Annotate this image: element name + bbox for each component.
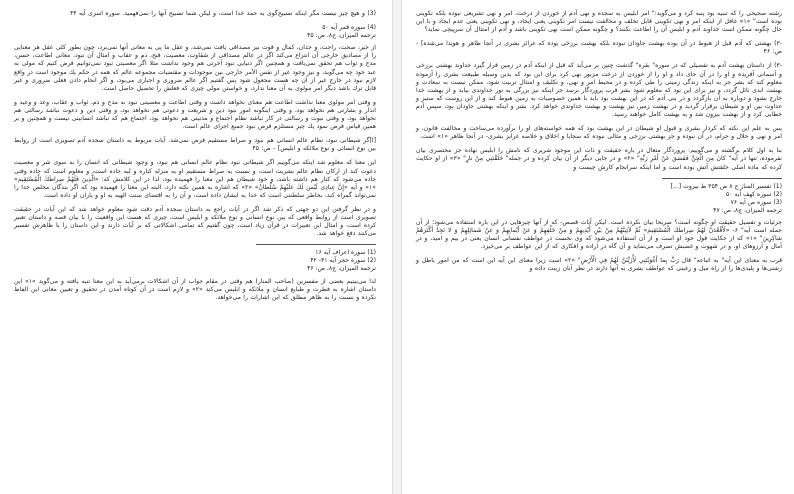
footnote: (2) سوره حجر آيه ۴۱- ۴۲ <box>310 257 376 265</box>
right-page <box>402 0 794 494</box>
footnote: (1) سوره اعراف آيه ۱۶ <box>315 249 376 257</box>
body-paragraph: جزئيات و تفصيل حقيقت او چگونه است؟ صريحا بيان نكرده است. ليكن آيات قصص- كه از آنها چيزهايى در اين باره استفاده مى‌شود؛ از آن جمله است آيه" ۶- «لَأَقْعُدَنَّ لَهُمْ صِراطَكَ الْمُسْتَقِيمَ» ثُمَّ لَآتِيَنَّهُمْ مِنْ بَيْنِ أَيْدِيهِمْ وَ مِنْ خَلْفِهِمْ وَ عَنْ أَيْمانِهِمْ وَ عَنْ شَمائِلِهِمْ وَ لا تَجِدُ أَكْثَرَهُمْ شاكِرِينَ" «۱» كه از حكايت قول خود او است و از آن استفاده مى‌شود كه وى نخست در عواطف نفسانى انسان يعنى در بيم و اميد، و در آمال و آرزوهاى او، و در شهوت و غضبش تصرف مى‌نمايد و آن گاه در اراده و افكارى كه از اين عواطف بر مى‌خيزد. <box>416 218 782 251</box>
footnote-3: (3) و هيچ چيز نيست مگر اينكه تسبيح‌گوى به حمد خدا است، و ليكن شما تسبيح آنها را نمى‌فهميد. سوره اسرى آيه ۴۴ <box>69 10 376 17</box>
body-paragraph: و وقتى امر مولوى معنا نداشت اطاعت هم معناى نخواهد داشت و وقتى اطاعت و معصيتى نبود نه مدح و ذم، ثواب و عقاب، وعد و وعيد و انذار و بشارتى هم نخواهد بود، و وقتى اينگونه امور نبود دين و شريعت و دعوتى هم نخواهد بود، و وقتى دين و دعوت نباشد رسالتى هم نخواهد بود، و وقتى نبوت و رسالتى در كار نباشد نظام اجتماع و مدنيتى هم نخواهد بود، اجتماع هم كه نباشد انسانيتى نيست و همچنين و بر همين قياس فرض نمود يك چيز مستلزم فرض نبود جميع اجزاى عالم است. <box>14 98 376 131</box>
footnote: (2) سوره كهف آيه ۵۰ <box>725 190 782 198</box>
footnote-divider <box>662 178 782 179</box>
body-paragraph: پس به علم اين نكته كه كردار بشرى و قبول او شيطان در اين بهشت بود كه همه خواسته‌هاى او را برآورده مى‌ساخت و مخالفت قانون، و امر و نهى و حلال و حرام، در آن نبوده و جز بهشتى برزخى و مثالى نبوده كه سجايا و اخلاق و خلاصه غرايز بشرى- در آنجا ظاهر «۱» است. <box>416 125 782 141</box>
body-paragraph: بنا به اول كلام برگشته و مى‌گوييم: پروردگار متعال در باره حقيقت و ذات اين موجود شريرى كه نامش را ابليس نهاده جز مختصرى بيان نفرموده، تنها در آيه" كانَ مِنَ الْجِنِّ فَفَسَقَ عَنْ أَمْرِ رَبِّهِ" «۲» و در جايى ديگر از آن بيان كرده و در جمله" خَلَقْتَنِي مِنْ نارٍ" «۳» از او حكايت كرده كه ماده اصلى خلقتش آتش بوده است و اما اينكه سرانجام كارش چيست و <box>416 147 782 171</box>
body-paragraph: از خير، صحت، راحت، و جدان، كمال و قوت نيز مصداقى يافت نمى‌شد، و عقل ما پى به معانى آنها نمى‌برد، چون بطور كلى عقل هر معنايى را از مصاديق خارجى آن انتزاع مى‌كند اگر در عالم مصداقى از شقاوت، معصيت، قبح، ذم و عقاب و امثال آن نبود، معانى اطاعت، حسن، مدح و ثواب هم تحقق نمى‌يافت و همچنين اگر دنيايى نبود آخرتى هم وجود نداشت مثلا اگر معصيتى نبود نمى‌توانيم فرض كنيم كه مولى به عبد خود چه مى‌گويد، و نيز وجود غير از نفس الأمر خارجى بين موجودات و مقتضيات مجموعه عالم كه همه در حكم يك موجود است در واقع لازم نبود در خارج غير از آن چه هست مجعول شود پس گفتيم اگر عالم ضرورى و اجبارى مى‌بود، و اگر انجام دادن فعلى ضرورى و غير قابل ترك باشد ديگر امر مولوى به آن معنا ندارد، و خواستن مولى چيزى كه فعلش را تحصيل حاصل است. <box>13 44 376 92</box>
footnote: (3) سوره ص آيه ۷۶ <box>730 198 782 206</box>
footnote: (1) تفسير المنار ج ۸ ص ۳۵۴ ط بيروت [...] <box>670 182 782 190</box>
section-heading: -۳) بهشتى كه آدم قبل از هبوط در آن بوده بهشت جاودان نبوده بلكه بهشت برزخى بوده كه غرائز بشرى در آنجا ظاهر و هويدا مى‌شده] - ص: ۴۶ <box>416 40 782 56</box>
page-reference: ترجمه الميزان، ج‌۸، ص: ۴۶ <box>307 265 376 273</box>
section-heading: [ا]گر شيطانى نبود، نظام عالم انسانى هم نبود و صراط مستقيم فرض نمى‌شد. آيات مربوط به داستان سجده آدم تصويرى است از روابط بين نوع انسانى و نوع ملائكه و ابليس] - ص: ۴۵ <box>14 137 376 153</box>
footnote-4: (4) سوره قمر آيه ۵۰ <box>322 24 376 32</box>
body-paragraph: اين معنا كه معلوم شد اينكه مى‌گوييم اگر شيطانى نبود نظام عالم انسانى هم نبود، و وجود شيطانى كه انسان را به سوى شر و معصيت دعوت كند از اركان نظام عالم بشريت است، و نسبت به صراط مستقيم او به منزله كناره و لبه جاده است، و معلوم است كه جاده وقتى جاده مى‌شود كه كنار هم داشته باشد، و خود شيطان هم اين معنا را فهميده بود، لذا در اين كلامش كه: «الَّذِينَ فَلَهُمْ صِراطَكَ الْمُسْتَقِيمَ» «۱» و آيه «إِنَّ عِبادِى لَيْسَ لَكَ عَلَيْهِمْ سُلْطانٌ» «۲» كه اشاره به همين نكته دارد، البته اين معنا را فهميده بود كه اگر بندگان مخلص خدا را نمى‌تواند گمراه كند، بخاطر سلطنتى است كه خدا به ايشان داده است، و آن را به اقتضاى سنت الهيه به او و ياران او داده است. <box>14 159 376 199</box>
body-paragraph: و در نظر گرفتن اين دو جهتى كه ذكر شد اگر در آيات راجع به داستان سجده آدم دقت شود معلوم خواهد شد كه اين آيات در حقيقت تصويرى است از روابط واقعى كه بين نوع انسانى و نوع ملائكه و ابليس است، چيزى كه هست اين واقعيت را با بيان قصه و داستان تعبير كرده است، و امثال اين تعبيرات در قرآن زياد است، چون گفتيم كه تمامى اشكالاتى كه بر آيات دارند و اين داستان را با ظاهرش تفسير مى‌كنند دفع خواهد شد. <box>14 205 376 238</box>
page-reference: ترجمه الميزان، ج‌۸، ص: ۴۷ <box>713 206 782 214</box>
footnote-divider <box>256 244 376 245</box>
body-paragraph: رشته صحيحى را كه تنبيه بود پنبه كرد و مى‌گويد:" امر ابليس به سجده و نهى آدم از خوردن از درخت، امر و نهى تشريعى نبوده بلكه تكوينى بوده است" «۱» غافل از اينكه امر و نهى تكوينى قابل تخلف و مخالفت نيست امر تكوينى يعنى ايجاد، و نهى تكوينى يعنى عدم ايجاد و با اين حال چگونه ممكن است خداوند آدم و ابليس آن را اطاعت نكنند؟ و چگونه ممكن است نهى تكوينى باشد و آدم از امتثال آن سرپيچى نمايد؟ <box>416 10 782 34</box>
body-paragraph: لذا مى‌بينيم بعضى از مفسرين (صاحب المنار) هم وقتى در مقام جواب از آن اشكالات برمى‌آيد به اين معنا تنبه يافته و مى‌گويد «۱» اين داستان اشاره به فطرت و طبايع انسان و ملائكه و ابليس مى‌كند «۲» و لازم است در آن كوتاه آمدن در تحقيق و تعيين معانى اين الفاظ نكرده و نسبت را به ظاهر مطلق كه اين اشارات را مى‌خواهد. <box>14 277 377 301</box>
body-paragraph: قرب به معناى اين آيه" به اتباعه" قال رَبِّ بِما أَغْوَيْتَنِي لَأُزَيِّنَنَّ لَهُمْ فِي الْأَرْضِ" «۲» است زيرا معناى اين آيه اين است كه من امور باطل و زشتى‌ها و پليدى‌ها را از راه ميل و رغبتى كه عواطف بشرى به آنها دارند در نظر آنان زينت داده و <box>416 257 782 273</box>
page-reference: ترجمه الميزان، ج‌۸، ص: ۴۵ <box>307 32 376 40</box>
book-gutter <box>392 0 402 494</box>
left-page <box>0 0 392 494</box>
body-paragraph: -۳) از داستان بهشت آدم به تفصيلى كه در سوره" بقره" گذشت چنين بر مى‌آيد كه قبل از اينكه آدم در زمين قرار گيرد خداوند بهشتى برزخى و آسمانى آفريده و او را در آن جاى داد و او را از خوردن از درخت مزبور نهى كرد براى اين بود كه بدين وسيله طبيعت بشرى را آزموده معلوم كند كه بشر جز به اينكه زندگى زمينى را طى كرده و در محيط امر و نهى، و تكليف و امتثال تربيت شود، ممكن نيست به سعادت و بهشت ابدى نائل گردد، و نيز براى اين بود كه معلوم شود بشر قرب پروردگار نرسد جز اينكه نيز بزرگى به نور خداوندى بيابد و از بهشت خدا خارج بشود و دوباره به آن بازگردد و ذر بنى آدم كه در اين بهشت بود بايد با همين خصوصيات به زمين هبوط كند و از اين روست كه ستيز و عداوت بين او و شيطان برقرار گرديد و در بهشت زمين نيز بهشت و بهشت خداوندى خواهد كرد. بشر و اينكه بهشتى جاودان بود، سپس آدم خطايى كرد و از بهشت بيرون شد و به بهشت كامل خواهند رسيد. <box>416 62 782 119</box>
